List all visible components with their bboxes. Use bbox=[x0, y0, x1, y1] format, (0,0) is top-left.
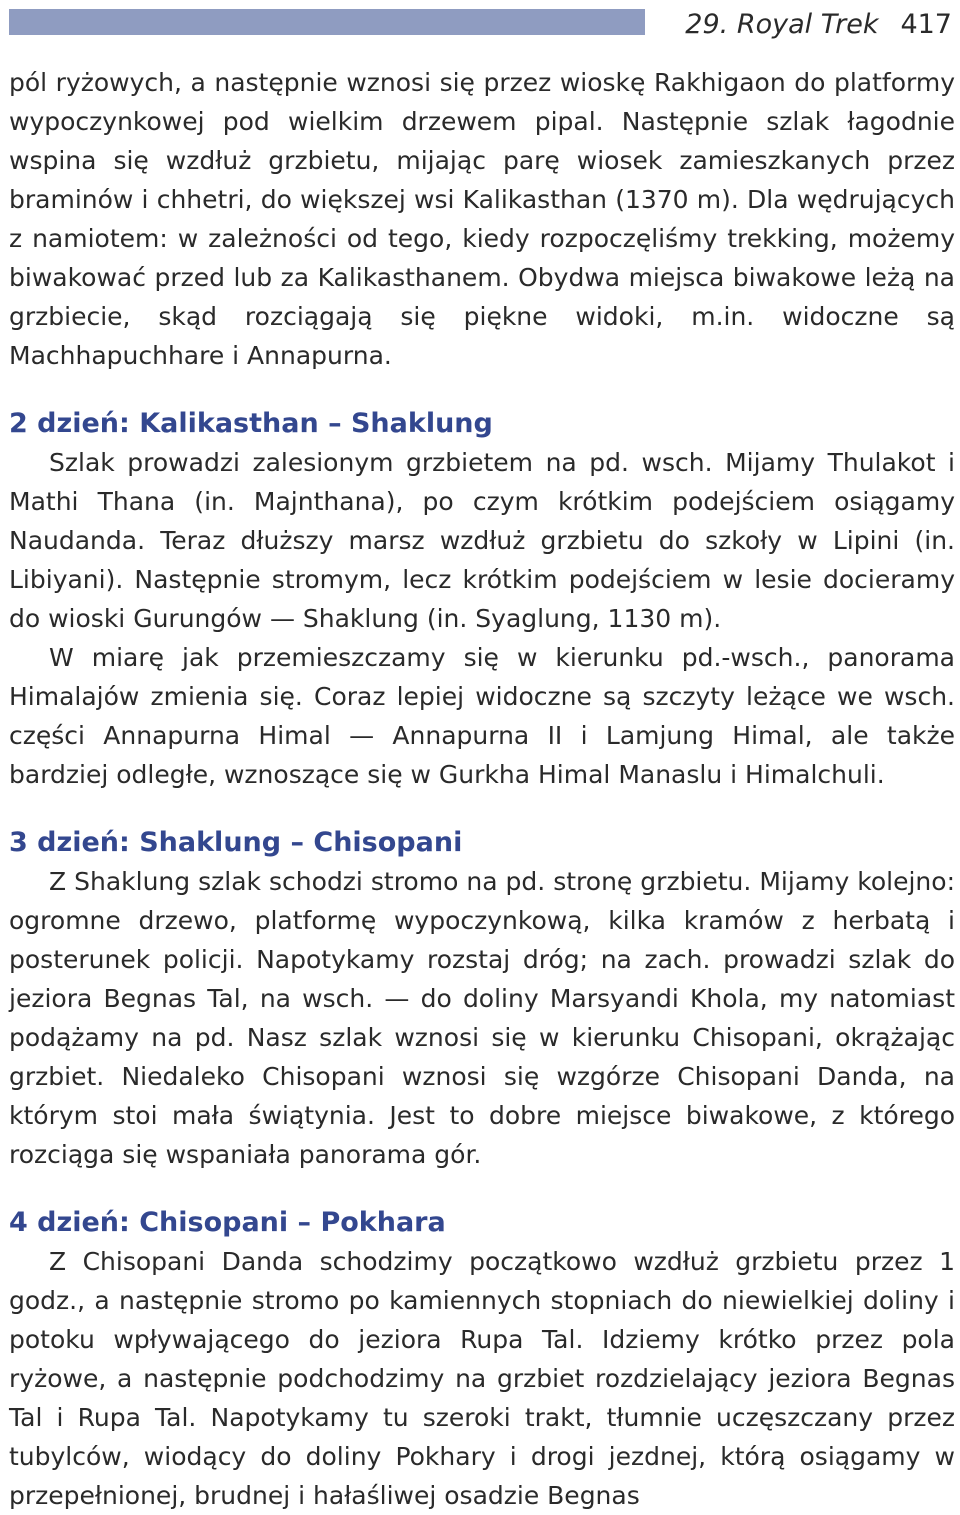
running-head bbox=[685, 8, 952, 42]
section-paragraph: Z Shaklung szlak schodzi stromo na pd. stronę grzbietu. Mijamy kolejno: ogromne drzewo, platformę wypoczynkową, kilka kramów z herbatą i posterunek policji. Napotykamy rozstaj dróg; na zach. prowadzi szlak do jeziora Begnas Tal, na wsch. — do doliny Marsyandi Khola, my natomiast podążamy na pd. Nasz szlak wznosi się w kierunku Chisopani, okrążając grzbiet. Niedaleko Chisopani wznosi się wzgórze Chisopani Danda, na którym stoi mała świątynia. Jest to dobre miejsce biwakowe, z którego rozciąga się wspaniała panorama gór. bbox=[9, 867, 955, 1169]
section-heading: 3 dzień: Shaklung – Chisopani bbox=[9, 827, 463, 858]
section-heading: 4 dzień: Chisopani – Pokhara bbox=[9, 1207, 446, 1238]
section-paragraph: Szlak prowadzi zalesionym grzbietem na pd. wsch. Mijamy Thulakot i Mathi Thana (in. Majnthana), po czym krótkim podejściem osiągamy Naudanda. Teraz dłuższy marsz wzdłuż grzbietu do szkoły w Lipini (in. Libiyani). Następnie stromym, lecz krótkim podejściem w lesie docieramy do wioski Gurungów — Shaklung (in. Syaglung, 1130 m). bbox=[9, 448, 955, 633]
chapter-title: 29. Royal Trek bbox=[685, 9, 879, 40]
page-header bbox=[0, 0, 960, 50]
section-heading: 2 dzień: Kalikasthan – Shaklung bbox=[9, 408, 493, 439]
section-day-3 bbox=[9, 823, 955, 1174]
intro-paragraph: pól ryżowych, a następnie wznosi się przez wioskę Rakhigaon do platformy wypoczynkowej pod wielkim drzewem pipal. Następnie szlak łagodnie wspina się wzdłuż grzbietu, mijając parę wiosek zamieszkanych przez braminów i chhetri, do większej wsi Kalikasthan (1370 m). Dla wędrujących z namiotem: w zależności od tego, kiedy rozpoczęliśmy trekking, możemy biwakować przed lub za Kalikasthanem. Obydwa miejsca biwakowe leżą na grzbiecie, skąd rozciągają się piękne widoki, m.in. widoczne są Machhapuchhare i Annapurna. bbox=[9, 68, 955, 370]
page-number: 417 bbox=[900, 9, 952, 40]
section-paragraph: W miarę jak przemieszczamy się w kierunku pd.-wsch., panorama Himalajów zmienia się. Coraz lepiej widoczne są szczyty leżące we wsch. części Annapurna Himal — Annapurna II i Lamjung Himal, ale także bardziej odległe, wznoszące się w Gurkha Himal Manaslu i Himalchuli. bbox=[9, 643, 955, 789]
header-color-bar bbox=[9, 9, 645, 35]
section-day-4 bbox=[9, 1203, 955, 1515]
section-paragraph: Z Chisopani Danda schodzimy początkowo wzdłuż grzbietu przez 1 godz., a następnie stromo po kamiennych stopniach do niewielkiej doliny i potoku wpływającego do jeziora Rupa Tal. Idziemy krótko przez pola ryżowe, a następnie podchodzimy na grzbiet rozdzielający jeziora Begnas Tal i Rupa Tal. Napotykamy tu szeroki trakt, tłumnie uczęszczany przez tubylców, wiodący do doliny Pokhary i drogi jezdnej, którą osiągamy w przepełnionej, brudnej i hałaśliwej osadzie Begnas bbox=[9, 1247, 955, 1510]
section-day-2 bbox=[9, 404, 955, 794]
page-body bbox=[9, 63, 955, 1515]
